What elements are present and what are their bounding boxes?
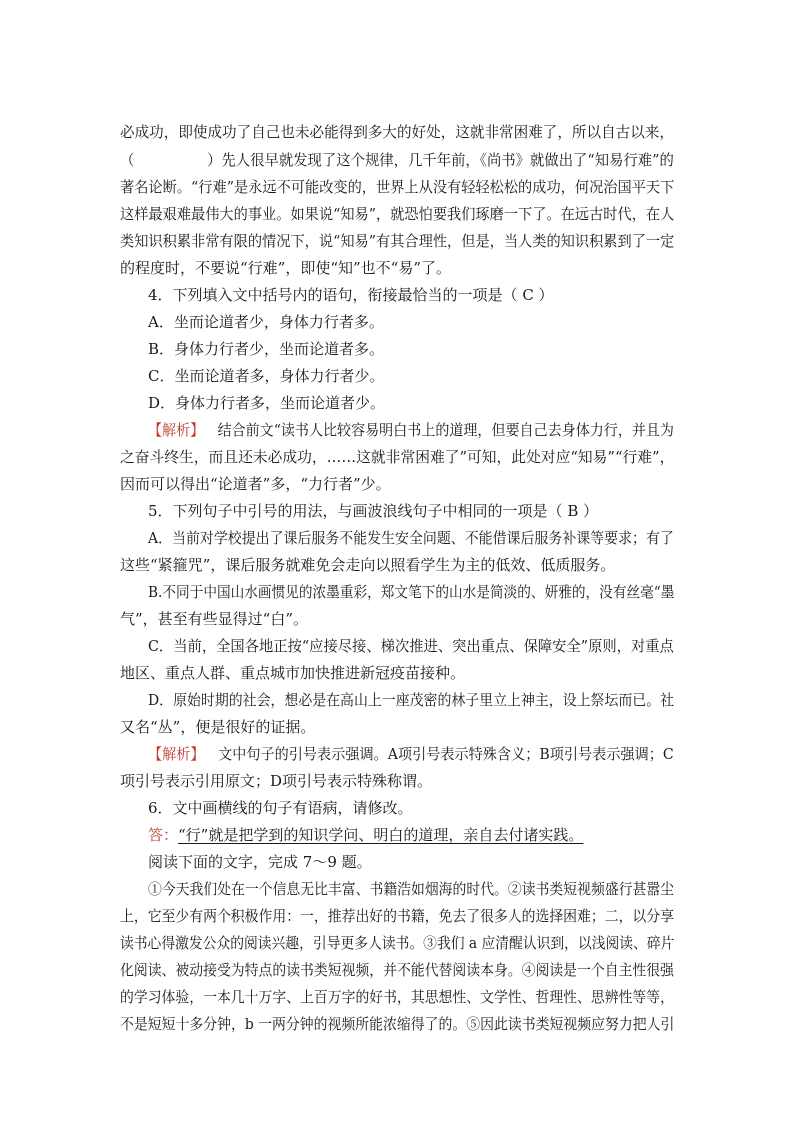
option-b: B.不同于中国山水画惯见的浓墨重彩，郑文笔下的山水是简淡的、妍雅的，没有丝毫“墨 [148,583,675,601]
option-c: C．当前，全国各地正按“应接尽接、梯次推进、突出重点、保障安全”原则，对重点 [148,637,674,655]
passage-line: 不是短短十多分钟，b 一两分钟的视频所能浓缩得了的。⑤因此读书类短视频应努力把人引 [120,1015,675,1033]
answer-tag: 答： [148,826,179,844]
analysis-line: 之奋斗终生，而且还未必成功，……这就非常困难了”可知，此处对应“知易”“行难”， [120,448,675,466]
passage-line: ①今天我们处在一个信息无比丰富、书籍浩如烟海的时代。②读书类短视频盛行甚嚣尘 [148,880,675,898]
option-b: B．身体力行者少，坐而论道者多。 [148,340,385,358]
analysis-tag: 【解析】 [148,745,205,763]
analysis-line: 因而可以得出“论道者”多，“力行者”少。 [120,475,391,493]
option-b-cont: 气”，甚至有些显得过“白”。 [120,610,309,628]
text-line: 类知识积累非常有限的情况下，说“知易”有其合理性，但是，当人类的知识积累到了一定 [120,232,675,250]
option-d: D．原始时期的社会，想必是在高山上一座茂密的林子里立上神主，设上祭坛而已。社 [148,691,675,709]
passage-line: 化阅读、被动接受为特点的读书类短视频，并不能代替阅读本身。④阅读是一个自主性很强 [120,961,674,979]
passage-line: 上，它至少有两个积极作用：一，推荐出好的书籍，免去了很多人的选择困难；二，以分享 [120,907,674,925]
analysis-line: 项引号表示引用原文；D项引号表示特殊称谓。 [120,772,433,790]
analysis-line [148,744,674,764]
open-paren: （ [120,151,135,169]
text-line: 的程度时，不要说“行难”，即使“知”也不“易”了。 [120,259,452,277]
analysis-text: 结合前文“读书人比较容易明白书上的道理，但要自己去身体力行，并且为 [217,421,674,439]
text-line-with-blank [120,150,674,170]
option-d: D．身体力行者多，坐而论道者少。 [148,394,386,412]
passage-line: 读书心得激发公众的阅读兴趣，引导更多人读书。③我们 a 应清醒认识到，以浅阅读、碎片 [120,934,675,952]
question-5-stem: 5．下列句子中引号的用法，与画波浪线句子中相同的一项是（ B ） [148,502,599,520]
analysis-text: 文中句子的引号表示强调。A项引号表示特殊含义；B项引号表示强调；C [218,745,674,763]
text-segment: ）先人很早就发现了这个规律，几千年前，《尚书》就做出了“知易行难”的 [207,151,674,169]
reading-intro: 阅读下面的文字，完成 7～9 题。 [148,853,372,871]
answer-text: “行”就是把学到的知识学问、明白的道理，亲自去付诸实践。 [178,826,584,844]
option-d-cont: 又名“丛”，便是很好的证据。 [120,718,316,736]
text-line: 这样最艰难最伟大的事业。如果说“知易”，就恐怕要我们琢磨一下了。在远古时代，在人 [120,205,675,223]
answer-line [148,825,583,845]
option-a: A．当前对学校提出了课后服务不能发生安全问题、不能借课后服务补课等要求；有了 [148,529,674,547]
text-line: 著名论断。“行难”是永远不可能改变的，世界上从没有轻轻松松的成功，何况治国平天下 [120,178,675,196]
option-a: A．坐而论道者少，身体力行者多。 [148,313,384,331]
option-c-cont: 地区、重点人群、重点城市加快推进新冠疫苗接种。 [120,664,466,682]
question-6-stem: 6．文中画横线的句子有语病，请修改。 [148,799,413,817]
option-c: C．坐而论道者多，身体力行者少。 [148,367,385,385]
question-4-stem: 4．下列填入文中括号内的语句，衔接最恰当的一项是（ C ） [148,286,554,304]
analysis-tag: 【解析】 [148,421,205,439]
text-line: 必成功，即使成功了自己也未必能得到多大的好处，这就非常困难了，所以自古以来， [120,123,674,141]
passage-line: 的学习体验，一本几十万字、上百万字的好书，其思想性、文学性、哲理性、思辨性等等， [120,988,674,1006]
analysis-line [148,420,674,440]
option-a-cont: 这些“紧箍咒”，课后服务就难免会走向以照看学生为主的低效、低质服务。 [120,556,616,574]
